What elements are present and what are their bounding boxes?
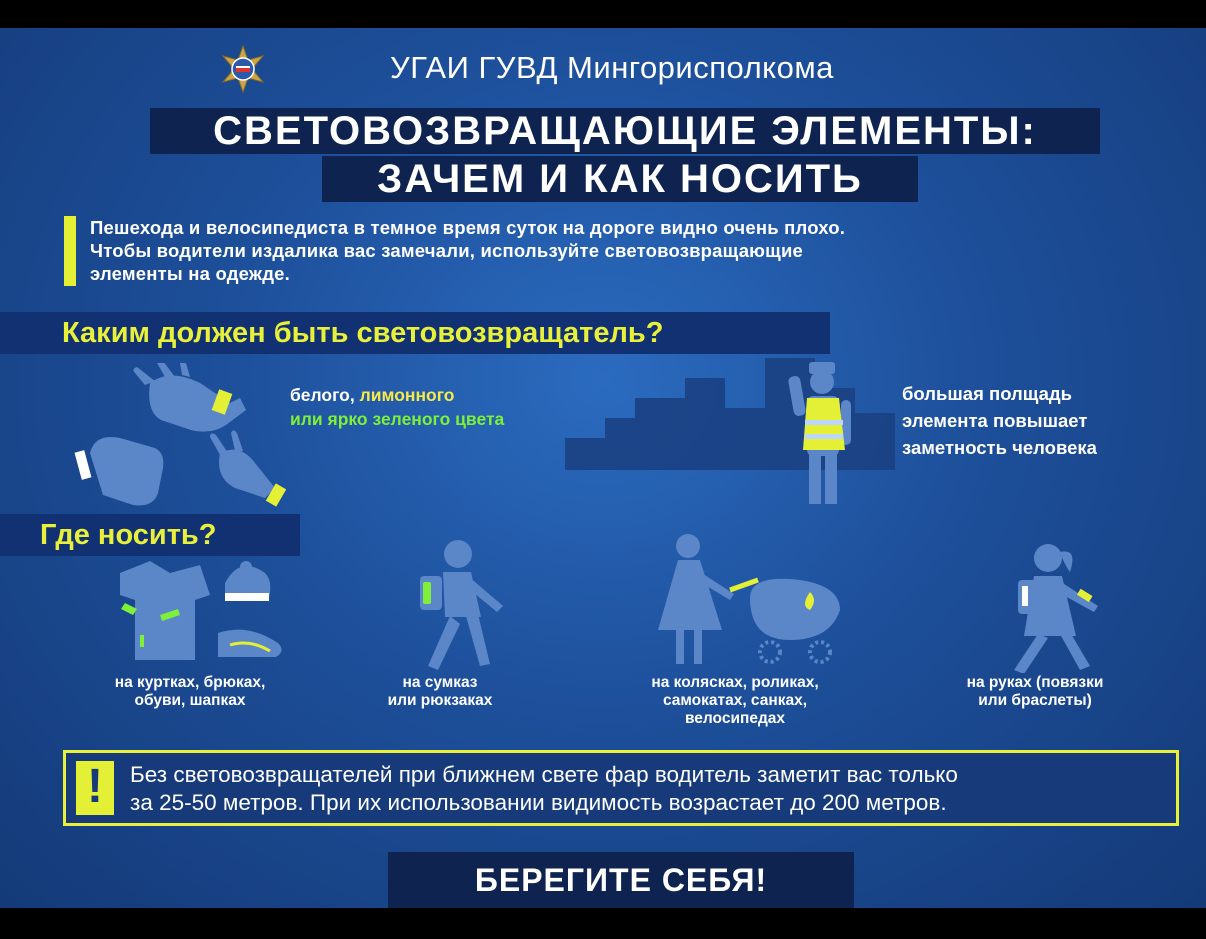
- main-title-line1: СВЕТОВОЗВРАЩАЮЩИЕ ЭЛЕМЕНТЫ:: [150, 108, 1100, 154]
- intro-accent-bar: [64, 216, 76, 286]
- area-line: элемента повышает: [902, 410, 1088, 431]
- where-label-bags: [340, 674, 540, 710]
- color-lemon-label: лимонного: [359, 385, 455, 405]
- area-line: большая полщадь: [902, 383, 1073, 404]
- color-green-label: или ярко зеленого цвета: [290, 409, 505, 429]
- warning-line: Без световозвращателей при ближнем свете фар водитель заметит вас только: [130, 762, 958, 787]
- section-heading-where: Где носить?: [0, 514, 300, 556]
- police-emblem-icon: [218, 44, 268, 94]
- footer-slogan: БЕРЕГИТЕ СЕБЯ!: [388, 852, 854, 908]
- intro-line: элементы на одежде.: [90, 263, 290, 284]
- warning-box: [63, 750, 1179, 826]
- color-white-label: белого,: [290, 385, 355, 405]
- where-label-strollers: [600, 674, 870, 728]
- reflective-vest-worker-icon: [785, 358, 875, 508]
- where-label-line: на сумказ: [402, 674, 478, 691]
- where-label-line: на руках (повязки: [966, 674, 1104, 691]
- intro-line: Чтобы водители издалика вас замечали, используйте световозвращающие: [90, 240, 804, 261]
- warning-text: [130, 761, 1170, 817]
- exclamation-icon: !: [87, 760, 103, 813]
- where-label-arms: [900, 674, 1170, 710]
- poster: [0, 28, 1206, 908]
- where-label-line: обуви, шапках: [134, 692, 246, 709]
- gloves-icon: [70, 363, 300, 523]
- org-name: УГАИ ГУВД Мингорисполкома: [390, 50, 834, 85]
- where-label-clothes: [70, 674, 310, 710]
- clothes-icon: [100, 553, 300, 663]
- where-label-line: или рюкзаках: [387, 692, 493, 709]
- where-label-line: или браслеты): [978, 692, 1092, 709]
- area-line: заметность человека: [902, 437, 1097, 458]
- color-description: [290, 383, 620, 431]
- intro-block: [64, 216, 1174, 288]
- intro-text: [90, 216, 1170, 285]
- backpack-pedestrian-icon: [398, 536, 518, 671]
- area-description: [902, 380, 1182, 461]
- where-label-line: велосипедах: [684, 710, 786, 727]
- main-title-line2: ЗАЧЕМ И КАК НОСИТЬ: [322, 156, 918, 202]
- section-heading-what: Каким должен быть световозвращатель?: [0, 312, 830, 354]
- where-label-line: на куртках, брюках,: [114, 674, 266, 691]
- intro-line: Пешехода и велосипедиста в темное время суток на дороге видно очень плохо.: [90, 217, 846, 238]
- where-label-line: самокатах, санках,: [662, 692, 808, 709]
- warning-line: за 25-50 метров. При их использовании видимость возрастает до 200 метров.: [130, 790, 947, 815]
- armband-girl-icon: [1000, 538, 1130, 673]
- where-label-line: на колясках, роликах,: [651, 674, 819, 691]
- stroller-woman-icon: [650, 528, 850, 668]
- org-header: [0, 44, 1206, 88]
